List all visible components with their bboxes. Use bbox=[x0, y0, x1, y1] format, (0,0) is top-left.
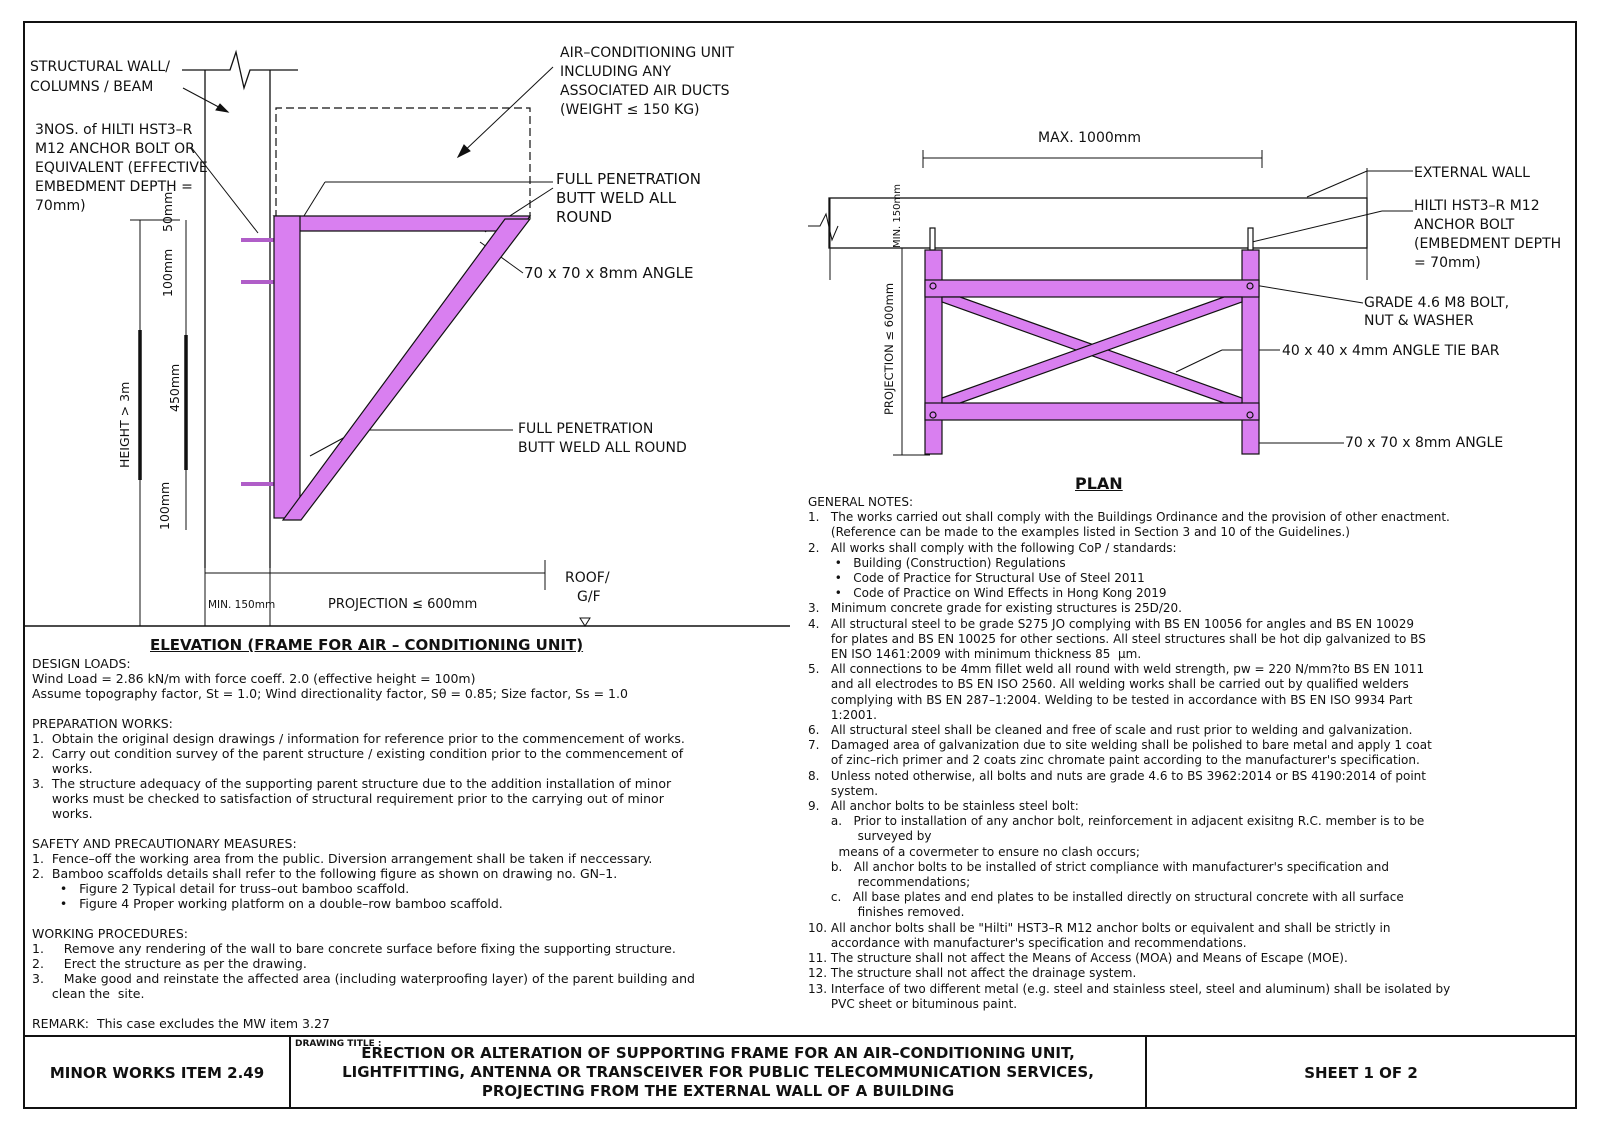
general-note-line: c. All base plates and end plates to be installed directly on structural concrete with all surface bbox=[808, 890, 1404, 905]
general-note-line: 10. All anchor bolts shall be "Hilti" HST3–R M12 anchor bolts or equivalent and shall be strictly in bbox=[808, 920, 1391, 935]
general-note-line: 5. All connections to be 4mm fillet weld all round with weld strength, pw = 220 N/mm?to BS EN 1011 bbox=[808, 662, 1425, 677]
general-note-line: complying with BS EN 287–1:2004. Welding to be tested in accordance with BS EN ISO 9934 Part bbox=[808, 692, 1413, 707]
note-line: 1. Obtain the original design drawings / information for reference prior to the commencement of works. bbox=[32, 731, 685, 746]
elevation-angle-label: 70 x 70 x 8mm ANGLE bbox=[524, 264, 694, 282]
grade-label-2: NUT & WASHER bbox=[1364, 313, 1474, 329]
general-note-line: 1. The works carried out shall comply with the Buildings Ordinance and the provision of other enactment. bbox=[808, 510, 1450, 525]
weld-top-label-1: FULL PENETRATION bbox=[556, 170, 701, 188]
sheet-number: SHEET 1 OF 2 bbox=[1304, 1064, 1418, 1082]
general-note-line: 7. Damaged area of galvanization due to site welding shall be polished to bare metal and apply 1 coat bbox=[808, 738, 1432, 753]
note-line: SAFETY AND PRECAUTIONARY MEASURES: bbox=[32, 836, 297, 851]
elevation-projection: PROJECTION ≤ 600mm bbox=[328, 597, 478, 612]
drawing-title-line-3: PROJECTING FROM THE EXTERNAL WALL OF A BUILDING bbox=[481, 1082, 955, 1100]
general-note-line: of zinc–rich primer and 2 coats zinc chromate paint according to the manufacturer's specification. bbox=[808, 753, 1420, 768]
note-line: 3. Make good and reinstate the affected area (including waterproofing layer) of the parent building and bbox=[32, 971, 695, 986]
general-note-line: finishes removed. bbox=[808, 905, 965, 920]
note-line: 2. Bamboo scaffolds details shall refer to the following figure as shown on drawing no. GN–1. bbox=[32, 866, 618, 881]
note-line: • Figure 4 Proper working platform on a double–row bamboo scaffold. bbox=[32, 896, 503, 911]
general-note-line: and all electrodes to BS EN ISO 2560. All welding works shall be carried out by qualified welders bbox=[808, 677, 1409, 692]
roof-label: ROOF/ bbox=[565, 570, 610, 586]
plan-anchor-label-4: = 70mm) bbox=[1414, 255, 1481, 271]
note-line: Wind Load = 2.86 kN/m with force coeff. 2.0 (effective height = 100m) bbox=[32, 671, 476, 686]
general-note-line: 11. The structure shall not affect the Means of Access (MOA) and Means of Escape (MOE). bbox=[808, 951, 1348, 966]
general-note-line: means of a covermeter to ensure no clash occurs; bbox=[808, 844, 1140, 859]
plan-max-label: MAX. 1000mm bbox=[1038, 130, 1142, 146]
note-line: clean the site. bbox=[32, 986, 145, 1001]
general-note-line: EN ISO 1461:2009 with minimum thickness 85 μm. bbox=[808, 647, 1142, 662]
drawing-title-line-1: ERECTION OR ALTERATION OF SUPPORTING FRAME FOR AN AIR–CONDITIONING UNIT, bbox=[361, 1044, 1075, 1062]
wall-label-2: COLUMNS / BEAM bbox=[30, 79, 154, 95]
note-line bbox=[32, 821, 792, 836]
note-line: Assume topography factor, St = 1.0; Wind directionality factor, Sθ = 0.85; Size factor, Ss = 1.0 bbox=[32, 686, 628, 701]
general-note-line: 12. The structure shall not affect the drainage system. bbox=[808, 966, 1137, 981]
general-note-line: (Reference can be made to the examples listed in Section 3 and 10 of the Guidelines.) bbox=[808, 525, 1350, 540]
general-note-line: 4. All structural steel to be grade S275 JO complying with BS EN 10056 for angles and BS EN 10029 bbox=[808, 616, 1415, 631]
note-line: • Figure 2 Typical detail for truss–out bamboo scaffold. bbox=[32, 881, 410, 896]
left-notes bbox=[32, 656, 792, 1031]
elevation-title: ELEVATION (FRAME FOR AIR – CONDITIONING UNIT) bbox=[150, 636, 584, 654]
note-line bbox=[32, 701, 792, 716]
gf-label: G/F bbox=[577, 589, 601, 605]
general-note-line: for plates and BS EN 10025 for other sections. All steel structures shall be hot dip galvanized to BS bbox=[808, 631, 1426, 646]
dim-100mm-top: 100mm bbox=[160, 248, 175, 297]
ac-label-4: (WEIGHT ≤ 150 KG) bbox=[560, 102, 700, 118]
note-line: works must be checked to satisfaction of structural requirement prior to the carrying out of minor bbox=[32, 791, 664, 806]
grade-label-1: GRADE 4.6 M8 BOLT, bbox=[1364, 295, 1510, 311]
general-note-line: 13. Interface of two different metal (e.g. steel and stainless steel, steel and aluminum) shall be isolated by bbox=[808, 981, 1451, 996]
note-line: works. bbox=[32, 761, 93, 776]
height-label: HEIGHT > 3m bbox=[117, 381, 132, 468]
general-note-line: 9. All anchor bolts to be stainless steel bolt: bbox=[808, 799, 1079, 814]
note-line: 3. The structure adequacy of the supporting parent structure due to the addition installation of minor bbox=[32, 776, 672, 791]
note-line: DESIGN LOADS: bbox=[32, 656, 131, 671]
plan-anchor-label-1: HILTI HST3–R M12 bbox=[1414, 198, 1540, 214]
plan-anchor-label-2: ANCHOR BOLT bbox=[1414, 217, 1515, 233]
plan-title: PLAN bbox=[1075, 474, 1123, 493]
ac-label-3: ASSOCIATED AIR DUCTS bbox=[560, 83, 730, 99]
note-line bbox=[32, 1001, 792, 1016]
general-note-line: • Code of Practice for Structural Use of Steel 2011 bbox=[808, 571, 1145, 586]
general-note-line: • Building (Construction) Regulations bbox=[808, 555, 1066, 570]
bolt-label-2: M12 ANCHOR BOLT OR bbox=[35, 141, 195, 157]
ac-label-2: INCLUDING ANY bbox=[560, 64, 672, 80]
wall-label-1: STRUCTURAL WALL/ bbox=[30, 59, 170, 75]
tie-bar-label: 40 x 40 x 4mm ANGLE TIE BAR bbox=[1282, 343, 1500, 359]
plan-anchor-label-3: (EMBEDMENT DEPTH bbox=[1414, 236, 1562, 252]
dim-50mm: 50mm bbox=[160, 191, 175, 232]
elevation-bracket bbox=[274, 216, 530, 520]
general-note-line: recommendations; bbox=[808, 875, 971, 890]
note-line: REMARK: This case excludes the MW item 3.27 bbox=[32, 1016, 330, 1031]
plan-angle-label: 70 x 70 x 8mm ANGLE bbox=[1345, 435, 1504, 451]
general-note-line: GENERAL NOTES: bbox=[808, 495, 913, 509]
general-notes bbox=[808, 495, 1578, 1012]
note-line bbox=[32, 911, 792, 926]
bolt-label-4: EMBEDMENT DEPTH = bbox=[35, 179, 193, 195]
plan-frame bbox=[925, 228, 1259, 454]
note-line: WORKING PROCEDURES: bbox=[32, 926, 188, 941]
external-wall-label: EXTERNAL WALL bbox=[1414, 165, 1530, 181]
note-line: 1. Fence–off the working area from the public. Diversion arrangement shall be taken if neccessary. bbox=[32, 851, 653, 866]
dim-100mm-bottom: 100mm bbox=[157, 481, 172, 530]
note-line: works. bbox=[32, 806, 93, 821]
general-note-line: PVC sheet or bituminous paint. bbox=[808, 996, 1018, 1011]
drawing-title-label: DRAWING TITLE : bbox=[295, 1039, 382, 1049]
drawing-title-line-2: LIGHTFITTING, ANTENNA OR TRANSCEIVER FOR PUBLIC TELECOMMUNICATION SERVICES, bbox=[342, 1063, 1094, 1081]
note-line: PREPARATION WORKS: bbox=[32, 716, 173, 731]
note-line: 2. Carry out condition survey of the parent structure / existing condition prior to the commencement of bbox=[32, 746, 684, 761]
bolt-label-1: 3NOS. of HILTI HST3–R bbox=[35, 122, 193, 138]
general-note-line: 2. All works shall comply with the following CoP / standards: bbox=[808, 540, 1177, 555]
note-line: 1. Remove any rendering of the wall to bare concrete surface before fixing the supporting structure. bbox=[32, 941, 676, 956]
plan-min-150: MIN. 150mm bbox=[892, 184, 903, 248]
general-note-line: 1:2001. bbox=[808, 707, 877, 722]
general-note-line: system. bbox=[808, 783, 879, 798]
dim-450mm: 450mm bbox=[167, 363, 182, 412]
weld-top-label-2: BUTT WELD ALL bbox=[556, 189, 677, 207]
general-note-line: surveyed by bbox=[808, 829, 932, 844]
weld-bottom-label-1: FULL PENETRATION bbox=[518, 421, 654, 437]
general-note-line: 3. Minimum concrete grade for existing structures is 25D/20. bbox=[808, 601, 1182, 616]
plan-projection: PROJECTION ≤ 600mm bbox=[882, 282, 896, 415]
bolt-label-5: 70mm) bbox=[35, 198, 86, 214]
general-note-line: b. All anchor bolts to be installed of strict compliance with manufacturer's specification and bbox=[808, 859, 1390, 874]
general-note-line: 8. Unless noted otherwise, all bolts and nuts are grade 4.6 to BS 3962:2014 or BS 4190:2014 of point bbox=[808, 768, 1426, 783]
bolt-label-3: EQUIVALENT (EFFECTIVE bbox=[35, 160, 208, 176]
general-note-line: accordance with manufacturer's specification and recommendations. bbox=[808, 935, 1247, 950]
weld-top-label-3: ROUND bbox=[556, 208, 612, 226]
general-note-line: • Code of Practice on Wind Effects in Hong Kong 2019 bbox=[808, 586, 1167, 601]
general-note-line: 6. All structural steel shall be cleaned and free of scale and rust prior to welding and galvanization. bbox=[808, 723, 1413, 738]
weld-bottom-label-2: BUTT WELD ALL ROUND bbox=[518, 440, 687, 456]
minor-works-item: MINOR WORKS ITEM 2.49 bbox=[49, 1064, 265, 1082]
general-note-line: a. Prior to installation of any anchor bolt, reinforcement in adjacent exisitng R.C. member is to be bbox=[808, 814, 1425, 829]
elevation-min-150: MIN. 150mm bbox=[208, 599, 276, 611]
note-line: 2. Erect the structure as per the drawing. bbox=[32, 956, 307, 971]
ac-label-1: AIR–CONDITIONING UNIT bbox=[560, 45, 735, 61]
